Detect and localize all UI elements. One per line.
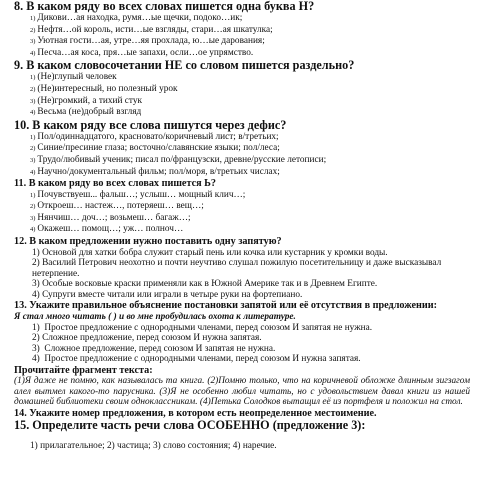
option-item: 4) Песча…ая коса, пря…ые запахи, осли…ое упрямство. [30, 47, 254, 58]
option-item: 2) Сложное предложение, перед союзом И нужна запятая. [32, 333, 262, 344]
option-item: 3) Трудо/любивый ученик; писал по/французски, древне/русские летописи; [30, 154, 327, 165]
option-item: 1) Дикови…ая находка, румя…ые щечки, подоко…ик; [30, 13, 243, 23]
question-8-options [14, 13, 470, 59]
question-9-options [14, 72, 470, 118]
option-item: 2) Василий Петрович неохотно и почти неучтиво слушал пожилую посетительницу и даже высказывал нетерпение. [32, 258, 442, 279]
option-item: 1) Почувствуеш... фальш…; услыш… мощный клич…; [30, 189, 246, 200]
option-item: 3) (Не)громкий, а тихий стук [30, 95, 143, 106]
question-13-sentence: Я стал много читать ( ) и во мне пробудилась охота к литературе. [14, 311, 296, 322]
option-item: 2) (Не)интересный, но полезный урок [30, 83, 178, 94]
question-10-title: 10. В каком ряду все слова пишутся через дефис? [14, 117, 287, 132]
option-item: 2) Откроеш… настеж…, потеряеш… вещ…; [30, 201, 204, 212]
option-item: 1) (Не)глупый человек [30, 72, 117, 83]
option-item: 4) Супруги вместе читали или играли в четыре руки на фортепиано. [32, 289, 303, 300]
option-item: 1) Пол/одиннадцатого, красновато/коричневый лист; в/третьих; [30, 131, 279, 142]
option-item: 3) Особые восковые краски применяли как в Южной Америке так и в Древнем Египте. [32, 279, 378, 290]
option-item: 4) Окажеш… помощ…; уж… полноч… [30, 224, 184, 235]
question-13-options [14, 323, 470, 365]
question-15-options: 1) прилагательное; 2) частица; 3) слово состояния; 4) наречие. [30, 441, 277, 452]
fragment-title: Прочитайте фрагмент текста: [14, 364, 153, 376]
question-11-options [14, 190, 470, 236]
question-8-title: 8. В каком ряду во всех словах пишется одна буква Н? [14, 0, 315, 13]
option-item: 3) Сложное предложение, перед союзом И запятая не нужна. [32, 343, 276, 354]
question-11-title: 11. В каком ряду во всех словах пишется Ь? [14, 178, 216, 190]
option-item: 4) Весьма (не)добрый взгляд [30, 107, 142, 118]
option-item: 2) Нефтя…ой король, исти…ые взгляды, стари…ая шкатулка; [30, 24, 273, 35]
option-item: 1) Простое предложение с однородными членами, перед союзом И запятая не нужна. [32, 322, 373, 333]
option-item: 3) Нянчиш… доч…; возьмеш… багаж…; [30, 212, 191, 223]
fragment-text: (1)Я даже не помню, как называлась та книга. (2)Помню только, что на коричневой обложке длинным зигзагом алел вытмел какого-то парусника. (3)Я не особенно любил читать, но с удовольствием давал книги из нашей домашней библиотеки своим одноклассникам. (4)Петька Солодков вытащил её из портфеля и положил на стол. [14, 376, 470, 408]
option-item: 3) Уютная гости…ая, утре…яя прохлада, ю…ые дарования; [30, 36, 265, 47]
question-12-options [14, 248, 470, 301]
question-12-title: 12. В каком предложении нужно поставить одну запятую? [14, 236, 282, 247]
option-item: 1) Основой для хатки бобра служит старый пень или кочка или кустарник у кромки воды. [32, 247, 388, 258]
option-item: 4) Научно/документальный фильм; пол/моря, в/третьих числах; [30, 166, 280, 177]
question-10-options [14, 132, 470, 178]
option-item: 2) Синие/пресиние глаза; восточно/славянские языки; пол/леса; [30, 143, 280, 154]
question-13-title: 13. Укажите правильное объяснение постановки запятой или её отсутствия в предложении: [14, 300, 438, 312]
question-14-title: 14. Укажите номер предложения, в котором есть неопределенное местоимение. [14, 407, 377, 419]
question-9-title: 9. В каком словосочетании НЕ со словом пишется раздельно? [14, 58, 355, 73]
option-item: 4) Простое предложение с однородными членами, перед союзом И нужна запятая. [32, 354, 361, 365]
question-15-title: 15. Определите часть речи слова ОСОБЕННО (предложение 3): [14, 418, 366, 433]
